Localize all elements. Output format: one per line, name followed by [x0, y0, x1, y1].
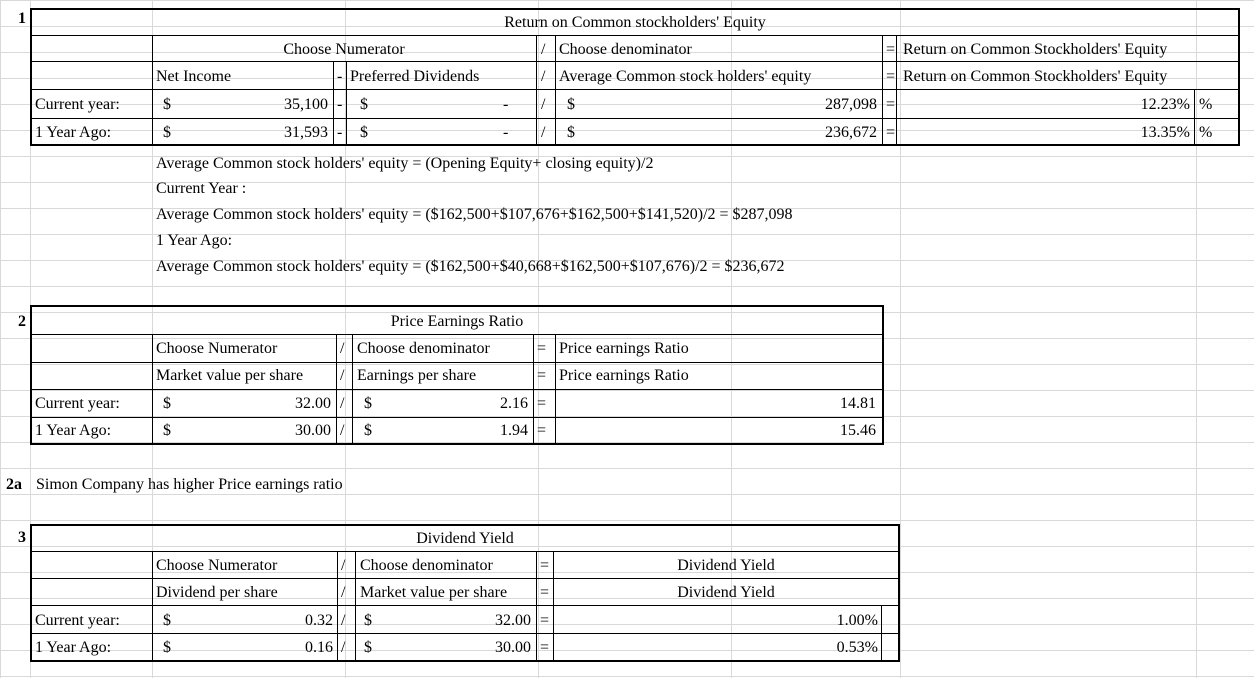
numerator-label: Market value per share: [156, 367, 304, 384]
numerator-value: 0.32: [305, 612, 333, 629]
dollar-sign: $: [364, 612, 372, 629]
dollar-sign: $: [567, 124, 575, 141]
result-label: Price earnings Ratio: [559, 367, 689, 384]
row-line: [31, 61, 1239, 62]
note-current-year: Current Year :: [156, 180, 247, 197]
percent-symbol: %: [1199, 124, 1213, 141]
choose-denominator-header: Choose denominator: [360, 557, 493, 574]
col-line: [882, 35, 883, 145]
equals-symbol: =: [540, 612, 550, 629]
numerator-value: 30.00: [295, 422, 331, 439]
section-number: 2: [18, 313, 26, 330]
dollar-sign: $: [163, 612, 171, 629]
slash-symbol: /: [341, 557, 346, 574]
denominator-label: Market value per share: [360, 584, 508, 601]
net-income-value: 31,593: [284, 124, 328, 141]
dollar-sign: $: [364, 639, 372, 656]
col-line: [896, 35, 897, 145]
section-number: 3: [18, 529, 26, 546]
choose-denominator-header: Choose denominator: [559, 41, 692, 58]
result-label: Dividend Yield: [677, 584, 775, 601]
row-line: [31, 551, 899, 552]
row-line: [31, 578, 899, 579]
result-label: Return on Common Stockholders' Equity: [903, 68, 1168, 85]
result-header: Price earnings Ratio: [559, 340, 689, 357]
slash-symbol: /: [340, 340, 345, 357]
dollar-sign: $: [364, 395, 372, 412]
result-value: 0.53%: [836, 639, 878, 656]
table-title: Price Earnings Ratio: [390, 313, 524, 330]
result-header: Dividend Yield: [677, 557, 775, 574]
col-line: [536, 35, 537, 145]
col-line: [555, 334, 556, 444]
result-header: Return on Common Stockholders' Equity: [903, 41, 1168, 58]
equals-symbol: =: [886, 68, 896, 85]
note-formula: Average Common stock holders' equity = (Opening Equity+ closing equity)/2: [156, 155, 654, 172]
denominator-value: 287,098: [825, 96, 877, 113]
denominator-value: 236,672: [825, 124, 877, 141]
choose-denominator-header: Choose denominator: [357, 340, 490, 357]
col-line: [555, 35, 556, 145]
note-current-calc: Average Common stock holders' equity = ($162,500+$107,676+$162,500+$141,520)/2 = $287,098: [156, 206, 793, 223]
col-line: [152, 334, 153, 444]
equals-symbol: =: [886, 96, 896, 113]
dollar-sign: $: [163, 422, 171, 439]
result-value: 14.81: [840, 395, 876, 412]
denominator-value: 32.00: [495, 612, 531, 629]
slash-symbol: /: [541, 41, 546, 58]
slash-symbol: /: [341, 584, 346, 601]
choose-numerator-header: Choose Numerator: [156, 340, 278, 357]
equals-symbol: =: [886, 124, 896, 141]
dollar-sign: $: [163, 124, 171, 141]
col-line: [1194, 89, 1195, 145]
result-value: 15.46: [840, 422, 876, 439]
row-line: [31, 633, 899, 634]
col-line: [533, 334, 534, 444]
net-income-label: Net Income: [156, 68, 232, 85]
dollar-sign: $: [360, 124, 368, 141]
row-line: [31, 334, 883, 335]
denominator-value: 2.16: [500, 395, 528, 412]
percent-symbol: %: [1199, 96, 1213, 113]
numerator-value: 32.00: [295, 395, 331, 412]
minus-symbol: -: [337, 96, 343, 113]
dollar-sign: $: [163, 639, 171, 656]
dollar-sign: $: [567, 96, 575, 113]
result-value: 13.35%: [1140, 124, 1190, 141]
col-line: [333, 61, 334, 145]
result-value: 12.23%: [1140, 96, 1190, 113]
equals-symbol: =: [537, 367, 547, 384]
col-line: [881, 605, 882, 661]
equals-symbol: =: [540, 557, 550, 574]
dollar-sign: $: [360, 96, 368, 113]
row-label: 1 Year Ago:: [35, 124, 112, 141]
preferred-dividend-value: -: [503, 96, 509, 113]
row-line: [31, 362, 883, 363]
denominator-value: 1.94: [500, 422, 528, 439]
choose-numerator-header: Choose Numerator: [156, 557, 278, 574]
col-line: [346, 61, 347, 145]
net-income-value: 35,100: [284, 96, 328, 113]
numerator-label: Dividend per share: [156, 584, 278, 601]
slash-symbol: /: [340, 395, 345, 412]
minus-symbol: -: [337, 124, 343, 141]
avg-equity-label: Average Common stock holders' equity: [559, 68, 812, 85]
row-line: [31, 389, 883, 390]
equals-symbol: =: [886, 41, 896, 58]
equals-symbol: =: [540, 584, 550, 601]
slash-symbol: /: [541, 96, 546, 113]
col-line: [355, 551, 356, 661]
equals-symbol: =: [540, 639, 550, 656]
dollar-sign: $: [163, 96, 171, 113]
row-label: Current year:: [35, 612, 120, 629]
slash-symbol: /: [341, 612, 346, 629]
slash-symbol: /: [340, 422, 345, 439]
numerator-value: 0.16: [305, 639, 333, 656]
row-label: Current year:: [35, 96, 120, 113]
result-value: 1.00%: [836, 612, 878, 629]
equals-symbol: =: [537, 395, 547, 412]
col-line: [152, 551, 153, 661]
equals-symbol: =: [537, 422, 547, 439]
col-line: [336, 334, 337, 444]
preferred-dividend-value: -: [503, 124, 509, 141]
row-line: [31, 35, 1239, 36]
denominator-value: 30.00: [495, 639, 531, 656]
row-label: Current year:: [35, 395, 120, 412]
choose-numerator-header: Choose Numerator: [283, 41, 405, 58]
col-line: [337, 551, 338, 661]
preferred-dividends-label: Preferred Dividends: [350, 68, 480, 85]
conclusion-text: Simon Company has higher Price earnings ratio: [36, 476, 343, 493]
dollar-sign: $: [364, 422, 372, 439]
equals-symbol: =: [537, 340, 547, 357]
slash-symbol: /: [541, 68, 546, 85]
row-line: [31, 118, 1239, 119]
row-label: 1 Year Ago:: [35, 422, 112, 439]
slash-symbol: /: [340, 367, 345, 384]
col-line: [352, 334, 353, 444]
row-line: [31, 89, 1239, 90]
slash-symbol: /: [541, 124, 546, 141]
dollar-sign: $: [163, 395, 171, 412]
minus-symbol: -: [337, 68, 343, 85]
section-number: 1: [18, 10, 26, 27]
col-line: [536, 551, 537, 661]
table-title: Dividend Yield: [416, 530, 514, 547]
row-label: 1 Year Ago:: [35, 639, 112, 656]
denominator-label: Earnings per share: [357, 367, 477, 384]
section-number: 2a: [6, 476, 22, 493]
row-line: [31, 605, 899, 606]
note-year-ago: 1 Year Ago:: [156, 232, 233, 249]
table-title: Return on Common stockholders' Equity: [504, 14, 766, 31]
row-line: [31, 417, 883, 418]
note-year-ago-calc: Average Common stock holders' equity = ($162,500+$40,668+$162,500+$107,676)/2 = $236,672: [156, 258, 785, 275]
slash-symbol: /: [341, 639, 346, 656]
